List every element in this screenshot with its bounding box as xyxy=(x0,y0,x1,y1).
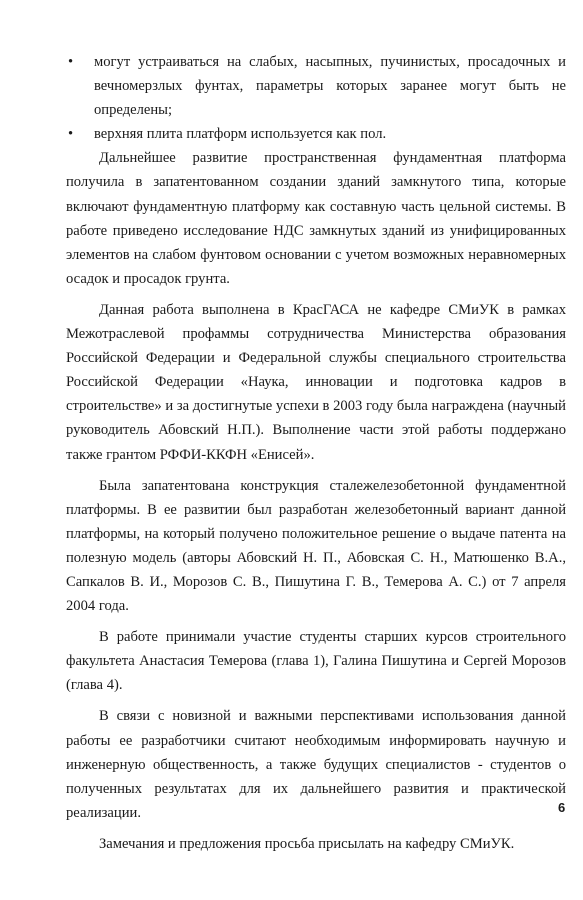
paragraph: Данная работа выполнена в КрасГАСА не кафедре СМиУК в рамках Межотраслевой профаммы сотрудничества Министерства образования Российской Федерации и Федеральной службы специального строительства Российской Федерации «Наука, инновации и подготовка кадров в строительстве» и за достигнутые успехи в 2003 году была награждена (научный руководитель Абовский Н.П.). Выполнение части этой работы поддержано также грантом РФФИ-ККФН «Енисей». xyxy=(66,301,566,463)
bullet-icon: • xyxy=(68,54,74,70)
paragraph: В работе принимали участие студенты старших курсов строительного факультета Анастасия Темерова (глава 1), Галина Пишутина и Сергей Морозов (глава 4). xyxy=(66,629,566,694)
paragraph: Была запатентована конструкция сталежелезобетонной фундаментной платформы. В ее развитии был разработан железобетонный вариант данной платформы, на который получено положительное решение о выдаче патента на полезную модель (авторы Абовский Н. П., Абовская С. Н., Матюшенко В.А., Сапкалов В. И., Морозов С. В., Пишутина Г. В., Темерова А. С.) от 7 апреля 2004 года. xyxy=(66,477,566,615)
page-body xyxy=(66,50,566,856)
bullet-text: верхняя плита платформ используется как пол. xyxy=(94,126,387,143)
bullet-item xyxy=(66,122,566,146)
bullet-icon: • xyxy=(68,126,74,143)
paragraph: В связи с новизной и важными перспективами использования данной работы ее разработчики считают необходимым информировать научную и инженерную общественность, а также будущих специалистов - студентов о полученных результатах для их дальнейшего развития и практической реализации. xyxy=(66,708,566,821)
page-number: 6 xyxy=(558,800,566,815)
paragraph: Дальнейшее развитие пространственная фундаментная платформа получила в запатентованном создании зданий замкнутого типа, которые включают фундаментную платформу как составную часть цельной системы. В работе приведено исследование НДС замкнутых зданий из унифицированных элементов на слабом фунтовом основании с учетом возможных неравномерных осадок и просадок грунта. xyxy=(66,150,566,287)
bullet-text: могут устраиваться на слабых, насыпных, пучинистых, просадочных и вечномерзлых фунтах, параметры которых заранее могут быть не определены; xyxy=(94,54,566,119)
bullet-item xyxy=(66,50,566,122)
paragraph: Замечания и предложения просьба присылать на кафедру СМиУК. xyxy=(99,835,515,852)
